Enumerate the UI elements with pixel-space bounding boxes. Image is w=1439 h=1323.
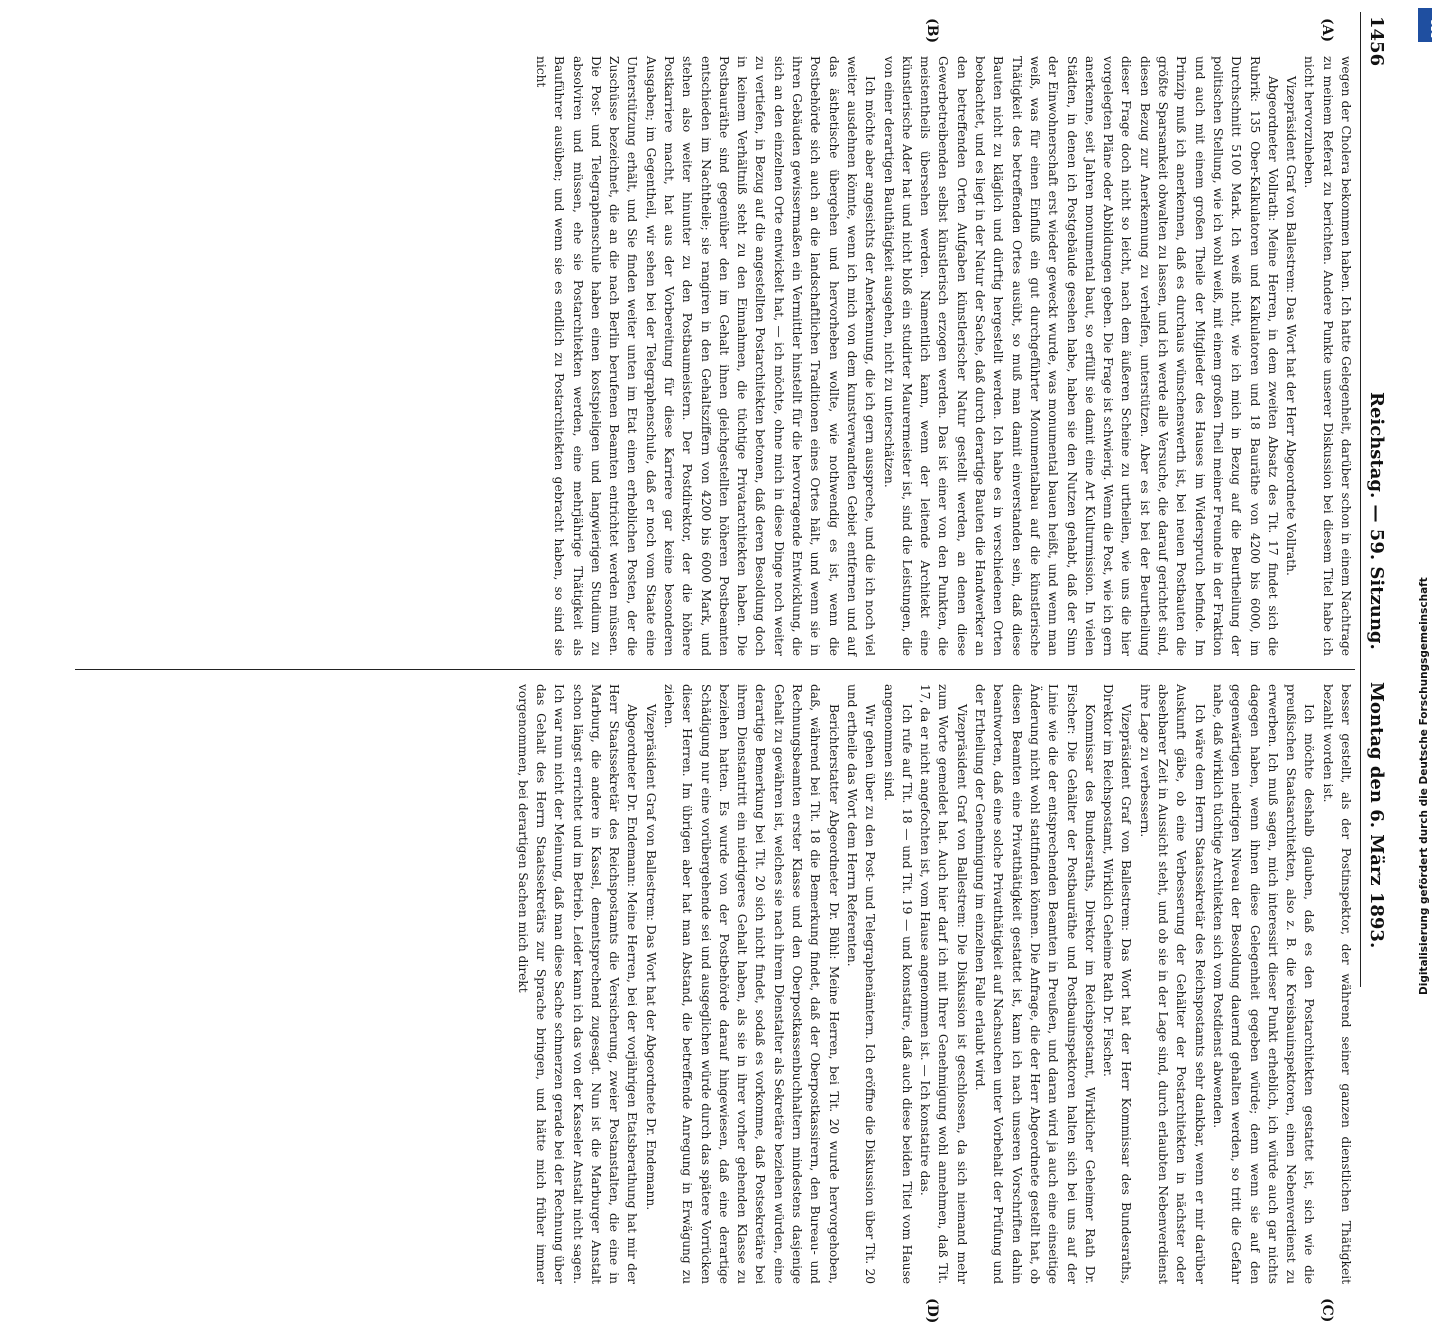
digitization-credit: Digitalisierung gefördert durch die Deutsche Forschungsgemeinschaft bbox=[1418, 577, 1430, 995]
paragraph: Kommissar des Bundesraths, Direktor im Reichspostamt, Wirklicher Geheimer Rath Dr. Fischer: Die Gehälter der Postbauräthe und Postbauinspektoren halten sich bei uns auf der Linie wie die der entsprechenden Beamten in Preußen, und daran wird ja auch eine einseitige Änderung nicht wohl stattfinden können. Die Anfrage, die der Herr Abgeordnete gestellt hat, ob diesen Beamten eine Privatthätigkeit gestattet ist, kann ich nach unseren Vorschriften dahin beantworten, daß eine solche Privatthätigkeit auf Nachsuchen unter Vorbehalt der Prüfung und der Ertheilung der Genehmigung im einzelnen Falle erlaubt wird. bbox=[973, 684, 1097, 1284]
paragraph: Abgeordneter Vollrath: Meine Herren, in dem zweiten Absatz des Tit. 17 findet sich die Rubrik: 135 Ober-Kalkulatoren und Kalkulatoren und 18 Bauräthe von 4200 bis 6000, im Durchschnitt 5100 Mark. Ich weiß nicht, wie ich mich in Bezug auf die Beurtheilung der politischen Stellung, wie ich wohl weiß, mit einem großen Theil meiner Freunde in der Fraktion und auch mit einem großen Theile der Mitglieder des Hauses im Widerspruch befinde. Im Prinzip muß ich anerkennen, daß es durchaus wünschenswerth ist, bei neuen Postbauten die größte Sparsamkeit obwalten zu lassen, und ich werde alle Versuche, die darauf gerichtet sind, diesen Bezug zur Anerkennung zu verhelfen, unterstützen. Aber es ist bei der Beurtheilung dieser Frage doch nicht so leicht, nach dem äußeren Scheine zu urtheilen, wie uns die hier vorgelegten Pläne oder Abbildungen geben. Die Frage ist schwierig. Wenn die Post, wie ich gern anerkenne, seit Jahren monumental baut, so erfüllt sie damit eine Art Kulturmission. In vielen Städten, in denen ich Postgebäude gesehen habe, haben sie den Nutzen gehabt, daß der Sinn der Einwohnerschaft erst wieder geweckt wurde, was monumental bauen heißt, und wenn man weiß, was für einen Einfluß ein gut durchgeführter Monumentalbau auf die künstlerische Thätigkeit des betreffenden Ortes ausübt, so muß man damit einverstanden sein, daß diese Bauten nicht zu kläglich und dürftig hergestellt werden. Ich habe es in verschiedenen Orten beobachtet, und es liegt in der Natur der Sache, daß durch derartige Bauten die Handwerker an den betreffenden Orten Aufgaben künstlerischer Natur gestellt werden, an denen diese Gewerbetreibenden selbst künstlerisch erzogen werden. Das ist einer von den Punkten, die meistentheils übersehen werden. Namentlich kann, wenn der leitende Architekt eine künstlerische Ader hat und nicht bloß ein studirter Maurermeister ist, sind die Leistungen, die von einer derartigen Bauthätigkeit ausgehen, nicht zu unterschätzen. bbox=[881, 56, 1280, 656]
paragraph: Vizepräsident Graf von Ballestrem: Das Wort hat der Abgeordnete Dr. Endemann. bbox=[643, 704, 658, 1211]
paragraph: besser gestellt, als der Postinspektor, der während seiner ganzen dienstlichen Thätigkeit bezahlt worden ist. bbox=[1320, 684, 1353, 1284]
page-header bbox=[1360, 12, 1395, 987]
margin-marker-c: (C) bbox=[1319, 1298, 1335, 1323]
rotated-page-content bbox=[75, 12, 1395, 1323]
paragraph: Vizepräsident Graf von Ballestrem: Das Wort hat der Herr Kommissar des Bundesraths, Direktor im Reichspostamt, Wirklich Geheime Rath Dr. Fischer. bbox=[1101, 684, 1134, 1284]
paragraph: Ich rufe auf Tit. 18 — und Tit. 19 — und konstatire, daß auch diese beiden Titel vom Hause angenommen sind. bbox=[881, 684, 914, 1284]
right-text-column bbox=[75, 684, 1355, 1284]
paragraph: Vizepräsident Graf von Ballestrem: Die Diskussion ist geschlossen, da sich niemand mehr zum Worte gemeldet hat. Auch hier darf ich mit Ihrer Genehmigung wohl annehmen, daß Tit. 17, da er nicht angefochten ist, vom Hause angenommen ist. — Ich konstatire das. bbox=[918, 684, 969, 1284]
margin-marker-d: (D) bbox=[924, 1298, 940, 1323]
page-number: 1456 bbox=[1366, 16, 1387, 67]
paragraph: Ich möchte deshalb glauben, daß es den Postarchitekten gestattet ist, sich wie die preußischen Staatsarchitekten, also z. B. die Kreisbauinspektoren, einen Nebenverdienst zu erwerben. Ich muß sagen, mich interessirt dieser Punkt erheblich, ich würde auch gar nichts dagegen haben, wenn ihnen diese Gelegenheit gegeben würde; denn wenn sie auf den gegenwärtigen niedrigen Niveau der Besoldung dauernd gehalten werden, so tritt die Gefahr nahe, daß wirklich tüchtige Architekten sich vom Postdienst abwenden. bbox=[1210, 684, 1317, 1284]
session-title: Reichstag. — 59. Sitzung. bbox=[1366, 392, 1387, 650]
paragraph: wegen der Cholera bekommen haben. Ich hatte Gelegenheit, darüber schon in einem Nachtrage zu meinem Referat zu berichten. Andere Punkte unserer Diskussion bei diesem Titel habe ich nicht hervorzuheben. bbox=[1302, 56, 1353, 656]
margin-marker-a: (A) bbox=[1319, 18, 1335, 43]
margin-marker-b: (B) bbox=[924, 18, 940, 44]
dfg-logo-text: DFG bbox=[1430, 19, 1439, 38]
dfg-logo bbox=[1418, 8, 1439, 42]
paragraph: Vizepräsident Graf von Ballestrem: Das Wort hat der Herr Abgeordnete Vollrath. bbox=[1284, 76, 1299, 576]
column-divider bbox=[75, 669, 1355, 670]
paragraph: Ich wäre dem Herrn Staatssekretär des Reichspostamts sehr dankbar, wenn er mir darüber Auskunft gäbe, ob eine Verbesserung der Gehälter der Postarchitekten in nächster oder absehbarer Zeit in Aussicht steht, und ob sie in der Lage sind, durch erlaubten Nebenverdienst ihre Lage zu verbessern. bbox=[1137, 684, 1207, 1284]
session-date: Montag den 6. März 1893. bbox=[1366, 682, 1387, 949]
paragraph: Wir gehen über zu den Post- und Telegraphenämtern. Ich eröffne die Diskussion über Tit. 20 und ertheile das Wort dem Herrn Referenten. bbox=[844, 684, 878, 1284]
paragraph: Abgeordneter Dr. Endemann: Meine Herren, bei der vorjährigen Etatsberathung hat mir der Herr Staatssekretär des Reichspostamts die Versicherung, zweier Postanstalten, die eine in Marburg, die andere in Kassel, dementsprechend zugesagt. Nun ist die Marburger Anstalt schon längst errichtet und im Betrieb. Leider kann ich das von der Kasseler Anstalt nicht sagen. Ich war nun nicht der Meinung, daß man diese Sache schmerzen gerade bei der Rechnung über das Gehalt des Herrn Staatssekretärs zur Sprache bringen, und hätte mich früher immer vorgenommen, bei derartigen Sachen mich direkt bbox=[515, 684, 640, 1284]
paragraph: Ich möchte aber angesichts der Anerkennung, die ich gern ausspreche, und die ich noch viel weiter ausdehnen könnte, wenn ich mich von dem kunstverwandten Gebiet entfernen und auf das ästhetische übergehen und hervorheben wollte, wie nothwendig es ist, wenn die Postbehörde sich auch an die landschaftlichen Traditionen eines Ortes hält, und wenn sie in ihren Gebäuden gewissermaßen ein Vermittler hinstellt für die hervorragende Entwicklung, die sich an den einzelnen Orte entwickelt hat, — ich möchte, ohne mich in diese Dinge noch weiter zu vertiefen, in Bezug auf die angestellten Postarchitekten betonen, daß deren Besoldung doch in keinem Verhältniß steht zu den Einnahmen, die tüchtige Privatarchitekten haben. Die Postbauräthe sind gegenüber den im Gehalt ihnen gleichgestellten höheren Postbeamten entschieden im Nachtheile; sie rangiren in den Gehaltsziffern von 4200 bis 6000 Mark, und stehen also weiter hinunter zu den Postbaumeistern. Der Postdirektor, der die höhere Postkarriere macht, hat aus der Vorbereitung für diese Karriere gar keine besonderen Ausgaben; im Gegentheil, wir sehen bei der Telegraphenschule, daß er noch vom Staate eine Unterstützung erhält, und Sie finden weiter unten im Etat einen erheblichen Posten, der die Zuschüsse bezeichnet, die an die nach Berlin berufenen Beamten entrichtet werden müssen. Die Post- und Telegraphenschule haben einen kostspieligen und langwierigen Studium zu absolviren und müssen, ehe sie Postarchitekten werden, eine mehrjährige Thätigkeit als Bauführer ausüben; und wenn sie es endlich zu Postarchitekten gebracht haben, so sind sie nicht bbox=[533, 56, 878, 656]
left-text-column bbox=[75, 56, 1355, 656]
paragraph: Berichterstatter Abgeordneter Dr. Bühl: Meine Herren, bei Tit. 20 wurde hervorgehoben, daß, während bei Tit. 18 die Bemerkung findet, daß der Oberpostkassirern, den Bureau- und Rechnungsbeamten erster Klasse und den Oberpostkassenbuchhaltern mindestens dasjenige Gehalt zu gewähren ist, welches sie nach ihrem Dienstalter als Sekretäre beziehen würden, eine derartige Bemerkung bei Tit. 20 sich nicht findet, sodaß es vorkomme, daß Postsekretäre bei ihrem Dienstantritt ein niedrigeres Gehalt haben, als sie in ihrer vorher gehenden Klasse zu beziehen hatten. Es wurde von der Postbehörde darauf hingewiesen, daß eine derartige Schädigung nur eine vorübergehende sei und ausgeglichen würde durch das spätere Vorrücken dieser Herren. Im übrigen aber hat man Abstand, die betreffende Anregung in Erwägung zu ziehen. bbox=[662, 684, 841, 1284]
